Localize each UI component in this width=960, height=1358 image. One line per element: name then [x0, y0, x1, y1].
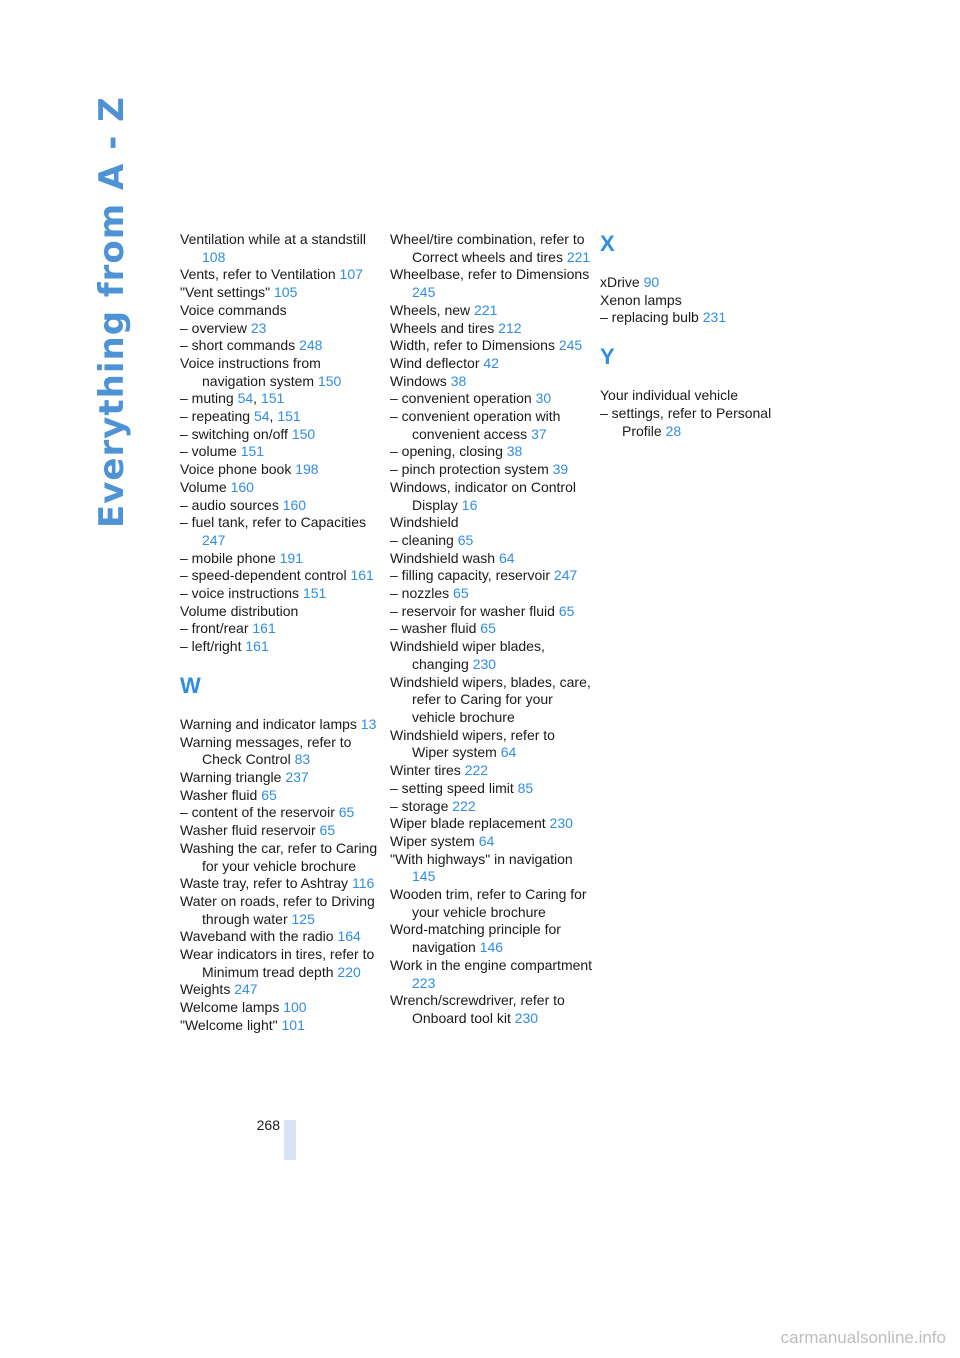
- index-entry-text: – overview: [180, 319, 247, 336]
- index-entry: [390, 355, 595, 373]
- index-entry: [390, 443, 595, 461]
- page-reference-link[interactable]: 151: [240, 443, 265, 460]
- index-entry: [390, 266, 595, 301]
- page-reference-link[interactable]: 191: [279, 549, 303, 566]
- index-entry: [390, 461, 595, 479]
- index-entry-text: – reservoir for washer fluid: [390, 602, 555, 619]
- index-entry-text: – storage: [390, 797, 449, 814]
- page-reference-link[interactable]: 198: [295, 461, 319, 478]
- index-entry: [180, 603, 385, 621]
- page-number: 268: [256, 1117, 280, 1133]
- index-entry: – muting 54, 151: [180, 390, 285, 407]
- index-entry-text: – speed-dependent control: [180, 567, 347, 584]
- index-entry: [390, 762, 595, 780]
- index-entry: [600, 292, 785, 310]
- page-reference-link[interactable]: 220: [337, 963, 361, 980]
- index-entry-text: Wheels, new: [390, 301, 471, 318]
- index-entry: [180, 620, 385, 638]
- index-entry: [180, 479, 385, 497]
- index-column-2: [390, 231, 595, 1028]
- index-entry: [390, 390, 595, 408]
- index-entry-text: Volume distribution: [180, 602, 299, 619]
- page-reference-link[interactable]: 13: [360, 715, 377, 732]
- index-entry-text: Wiper system: [390, 832, 475, 849]
- index-entry-text: – volume: [180, 443, 237, 460]
- page-reference-link[interactable]: 116: [351, 875, 375, 892]
- page-reference-link[interactable]: 65: [261, 786, 277, 803]
- page-reference-link[interactable]: 100: [283, 999, 307, 1016]
- index-entry-text: Welcome lamps: [180, 999, 280, 1016]
- index-column-1: [180, 231, 385, 1035]
- index-entry: [390, 585, 595, 603]
- index-entry: [600, 387, 785, 405]
- index-entry-text: Washing the car, refer to Caring for your vehicle brochure: [180, 839, 378, 874]
- index-entry-text: Winter tires: [390, 762, 461, 779]
- index-entry: [180, 822, 385, 840]
- index-entry: [180, 840, 385, 875]
- index-entry: [180, 497, 385, 515]
- page-reference-link[interactable]: 151: [277, 408, 301, 425]
- index-entry: [180, 716, 385, 734]
- page-reference-link[interactable]: 38: [506, 443, 523, 460]
- index-entry-text: Vents, refer to Ventilation: [180, 266, 336, 283]
- index-entry-text: – front/rear: [180, 620, 249, 637]
- index-entry: [600, 274, 785, 292]
- page-reference-link[interactable]: 161: [252, 620, 276, 637]
- index-entry-text: Wear indicators in tires, refer to Minimum tread depth: [180, 946, 375, 980]
- page-reference-link[interactable]: 222: [452, 797, 476, 814]
- index-entry-text: – content of the reservoir: [180, 804, 335, 821]
- page-reference-link[interactable]: 125: [291, 910, 315, 927]
- index-entry-text: Washer fluid reservoir: [180, 822, 316, 839]
- page-reference-link[interactable]: 221: [474, 301, 498, 318]
- page-reference-link[interactable]: 30: [535, 390, 552, 407]
- index-entry: [180, 787, 385, 805]
- index-entry-text: – cleaning: [390, 531, 454, 548]
- index-entry: [180, 550, 385, 568]
- page-reference-link[interactable]: 223: [412, 974, 436, 991]
- page-reference-link[interactable]: 107: [339, 266, 363, 283]
- index-entry: [390, 957, 595, 992]
- page-reference-link[interactable]: 54: [237, 390, 254, 407]
- index-entry: [390, 337, 595, 355]
- index-entry-text: Warning triangle: [180, 768, 282, 785]
- index-entry-text: Ventilation while at a standstill: [180, 231, 366, 247]
- index-entry-text: Windshield: [390, 514, 459, 531]
- index-entry: [180, 875, 385, 893]
- index-entry: [390, 674, 595, 727]
- index-entry: [180, 638, 385, 656]
- page-reference-link[interactable]: 90: [643, 274, 660, 290]
- page-reference-link[interactable]: 230: [472, 655, 497, 672]
- page-reference-link[interactable]: 65: [457, 531, 474, 548]
- index-entry: [390, 780, 595, 798]
- index-entry-text: Volume: [180, 478, 227, 495]
- index-entry-text: Windows: [390, 372, 447, 389]
- index-entry: [390, 833, 595, 851]
- index-entry-text: Voice commands: [180, 301, 287, 318]
- index-entry-text: Wheelbase, refer to Dimensions: [390, 266, 590, 283]
- page-reference-link[interactable]: 248: [299, 337, 323, 354]
- page-reference-link[interactable]: 65: [319, 822, 336, 839]
- index-entry-text: Voice phone book: [180, 461, 292, 478]
- index-entry: [180, 337, 385, 355]
- index-entry-text: Wiper blade replacement: [390, 815, 546, 832]
- index-entry-text: Windshield wash: [390, 549, 496, 566]
- page-reference-link[interactable]: 54: [253, 408, 270, 425]
- page-reference-link[interactable]: 101: [281, 1016, 305, 1033]
- index-letter-heading: Y: [600, 344, 615, 370]
- page-reference-link[interactable]: 160: [230, 478, 254, 495]
- page-reference-link[interactable]: 85: [517, 779, 534, 796]
- index-entry-text: Windshield wiper blades, changing: [390, 638, 545, 672]
- index-entry-text: – short commands: [180, 337, 296, 354]
- index-entry: [600, 405, 785, 440]
- index-entry: [390, 373, 595, 391]
- index-entry-text: Warning messages, refer to Check Control: [180, 733, 352, 768]
- page-reference-link[interactable]: 222: [464, 762, 489, 779]
- index-entry: [390, 727, 595, 762]
- page-reference-link[interactable]: 37: [531, 425, 547, 442]
- index-entry: [390, 408, 595, 443]
- index-entry: [390, 815, 595, 833]
- index-entry: [390, 567, 595, 585]
- index-entry: [180, 585, 385, 603]
- page-reference-link[interactable]: 150: [317, 372, 342, 389]
- index-entry: [180, 946, 385, 981]
- index-entry-text: – left/right: [180, 638, 242, 655]
- index-entry: [390, 886, 595, 921]
- index-entry-text: Xenon lamps: [600, 291, 682, 308]
- page-reference-link[interactable]: 231: [702, 309, 727, 326]
- section-side-title: Everything from A - Z: [92, 96, 132, 528]
- index-entry-text: Waveband with the radio: [180, 928, 334, 945]
- page-reference-link[interactable]: 161: [350, 567, 374, 584]
- index-entry: [390, 603, 595, 621]
- index-entry: [180, 928, 385, 946]
- index-entry-text: – audio sources: [180, 496, 279, 513]
- page-reference-link[interactable]: 164: [337, 928, 361, 945]
- page-reference-link[interactable]: 38: [450, 372, 467, 389]
- index-entry-text: Windshield wipers, blades, care, refer to Caring for your vehicle brochure: [390, 673, 591, 725]
- index-entry-text: Work in the engine compartment: [390, 956, 593, 973]
- page-reference-link[interactable]: 221: [566, 248, 591, 265]
- page-reference-link[interactable]: 83: [294, 751, 311, 768]
- page-reference-link[interactable]: 245: [412, 284, 436, 301]
- page-reference-link[interactable]: 245: [558, 337, 583, 354]
- page-reference-link[interactable]: 145: [412, 868, 436, 885]
- index-entry-text: – convenient operation: [390, 390, 532, 407]
- index-entry: [390, 479, 595, 514]
- index-entry-text: xDrive: [600, 274, 640, 290]
- index-entry-text: – switching on/off: [180, 425, 288, 442]
- index-entry-text: – mobile phone: [180, 549, 276, 566]
- page-reference-link[interactable]: 28: [665, 422, 682, 439]
- index-entry-text: – filling capacity, reservoir: [390, 567, 551, 584]
- index-column-3: [600, 231, 785, 440]
- index-entry-text: – repeating: [180, 408, 251, 425]
- index-entry-text: – fuel tank, refer to Capacities: [180, 514, 366, 531]
- index-entry-text: Wooden trim, refer to Caring for your vehicle brochure: [390, 886, 587, 920]
- index-entry-text: – settings, refer to Personal Profile: [600, 404, 772, 439]
- index-entry-text: Wheels and tires: [390, 319, 495, 336]
- page-reference-link[interactable]: 105: [274, 284, 298, 301]
- index-entry-text: Word-matching principle for navigation: [390, 921, 561, 956]
- index-entry-text: – voice instructions: [180, 585, 300, 602]
- page-tab-bar: [284, 1120, 296, 1160]
- index-entry-text: Your individual vehicle: [600, 387, 739, 404]
- index-entry-text: "Vent settings": [180, 284, 271, 301]
- watermark: carmanualsonline.info: [780, 1328, 946, 1347]
- index-entry-text: – setting speed limit: [390, 779, 514, 796]
- index-entry: [390, 638, 595, 673]
- index-entry-text: Wind deflector: [390, 354, 480, 371]
- index-entry-text: Width, refer to Dimensions: [390, 337, 555, 354]
- index-entry-text: Voice instructions from navigation system: [180, 354, 321, 389]
- index-entry: [390, 992, 595, 1027]
- page-reference-link[interactable]: 247: [553, 567, 578, 584]
- page-reference-link[interactable]: 64: [478, 832, 495, 849]
- index-entry: [390, 798, 595, 816]
- index-entry: [180, 514, 385, 549]
- page-reference-link[interactable]: 108: [202, 248, 226, 265]
- page-reference-link[interactable]: 65: [338, 804, 355, 821]
- index-entry: [180, 302, 385, 320]
- page-reference-link[interactable]: 150: [291, 425, 316, 442]
- index-entry-text: – opening, closing: [390, 443, 503, 460]
- index-entry: [390, 851, 595, 886]
- index-entry: [180, 567, 385, 585]
- index-entry: [390, 550, 595, 568]
- index-entry: [390, 320, 595, 338]
- index-entry-text: Washer fluid: [180, 786, 258, 803]
- index-entry: [390, 532, 595, 550]
- page-reference-link[interactable]: 23: [250, 319, 267, 336]
- index-entry-text: – muting: [180, 390, 234, 407]
- page-reference-link[interactable]: 16: [461, 496, 478, 513]
- page-reference-link[interactable]: 42: [483, 354, 499, 371]
- index-entry: [390, 620, 595, 638]
- index-entry: [180, 231, 385, 266]
- index-entry: [180, 1017, 385, 1035]
- index-entry-text: – pinch protection system: [390, 461, 549, 478]
- index-entry: [180, 804, 385, 822]
- index-entry-text: Weights: [180, 981, 231, 998]
- index-entry: [180, 893, 385, 928]
- page-reference-link[interactable]: 65: [453, 585, 469, 602]
- index-entry-text: Wheel/tire combination, refer to Correct wheels and tires: [390, 231, 585, 265]
- page-reference-link[interactable]: 151: [260, 390, 285, 407]
- index-entry: [180, 769, 385, 787]
- page-reference-link[interactable]: 230: [549, 815, 573, 832]
- index-entry-text: Warning and indicator lamps: [180, 715, 357, 732]
- index-entry-text: – convenient operation with convenient access: [390, 408, 561, 442]
- page-reference-link[interactable]: 247: [202, 531, 226, 548]
- index-entry-text: "With highways" in navigation: [390, 850, 573, 867]
- index-entry: [180, 461, 385, 479]
- page-reference-link[interactable]: 161: [245, 638, 269, 655]
- index-entry: [180, 266, 385, 284]
- index-entry-text: Windshield wipers, refer to Wiper system: [390, 726, 555, 761]
- page-reference-link[interactable]: 64: [500, 744, 517, 761]
- index-entry: [180, 443, 385, 461]
- index-entry-text: – nozzles: [390, 585, 450, 602]
- page-reference-link[interactable]: 160: [282, 496, 307, 513]
- index-entry: – repeating 54, 151: [180, 408, 301, 425]
- index-entry: [180, 734, 385, 769]
- page-reference-link[interactable]: 247: [234, 981, 258, 998]
- index-entry-text: "Welcome light": [180, 1016, 278, 1033]
- page-reference-link[interactable]: 146: [479, 939, 504, 956]
- index-entry-text: Windows, indicator on Control Display: [390, 478, 576, 513]
- index-entry: [180, 355, 385, 390]
- page-reference-link[interactable]: 237: [285, 768, 309, 785]
- index-entry: [390, 302, 595, 320]
- index-entry: [180, 999, 385, 1017]
- page-reference-link[interactable]: 64: [498, 549, 515, 566]
- index-entry-text: Water on roads, refer to Driving through water: [180, 892, 375, 927]
- index-entry: [390, 514, 595, 532]
- index-entry: [180, 426, 385, 444]
- index-letter-heading: W: [180, 672, 201, 698]
- page-reference-link[interactable]: 151: [302, 585, 327, 602]
- index-entry-text: Wrench/screwdriver, refer to Onboard tool kit: [390, 992, 565, 1026]
- page-reference-link[interactable]: 65: [558, 602, 575, 619]
- index-entry: [390, 231, 595, 266]
- page-reference-link[interactable]: 39: [552, 461, 569, 478]
- index-entry: [180, 284, 385, 302]
- index-entry-text: – washer fluid: [390, 620, 477, 637]
- index-entry: [600, 309, 785, 327]
- index-entry: [180, 320, 385, 338]
- page-reference-link[interactable]: 65: [480, 620, 496, 637]
- page-reference-link[interactable]: 212: [498, 319, 522, 336]
- index-entry-text: Waste tray, refer to Ashtray: [180, 875, 349, 892]
- index-entry-text: – replacing bulb: [600, 309, 699, 326]
- index-entry: [390, 921, 595, 956]
- index-letter-heading: X: [600, 231, 615, 256]
- index-entry: [180, 981, 385, 999]
- page-reference-link[interactable]: 230: [514, 1009, 539, 1026]
